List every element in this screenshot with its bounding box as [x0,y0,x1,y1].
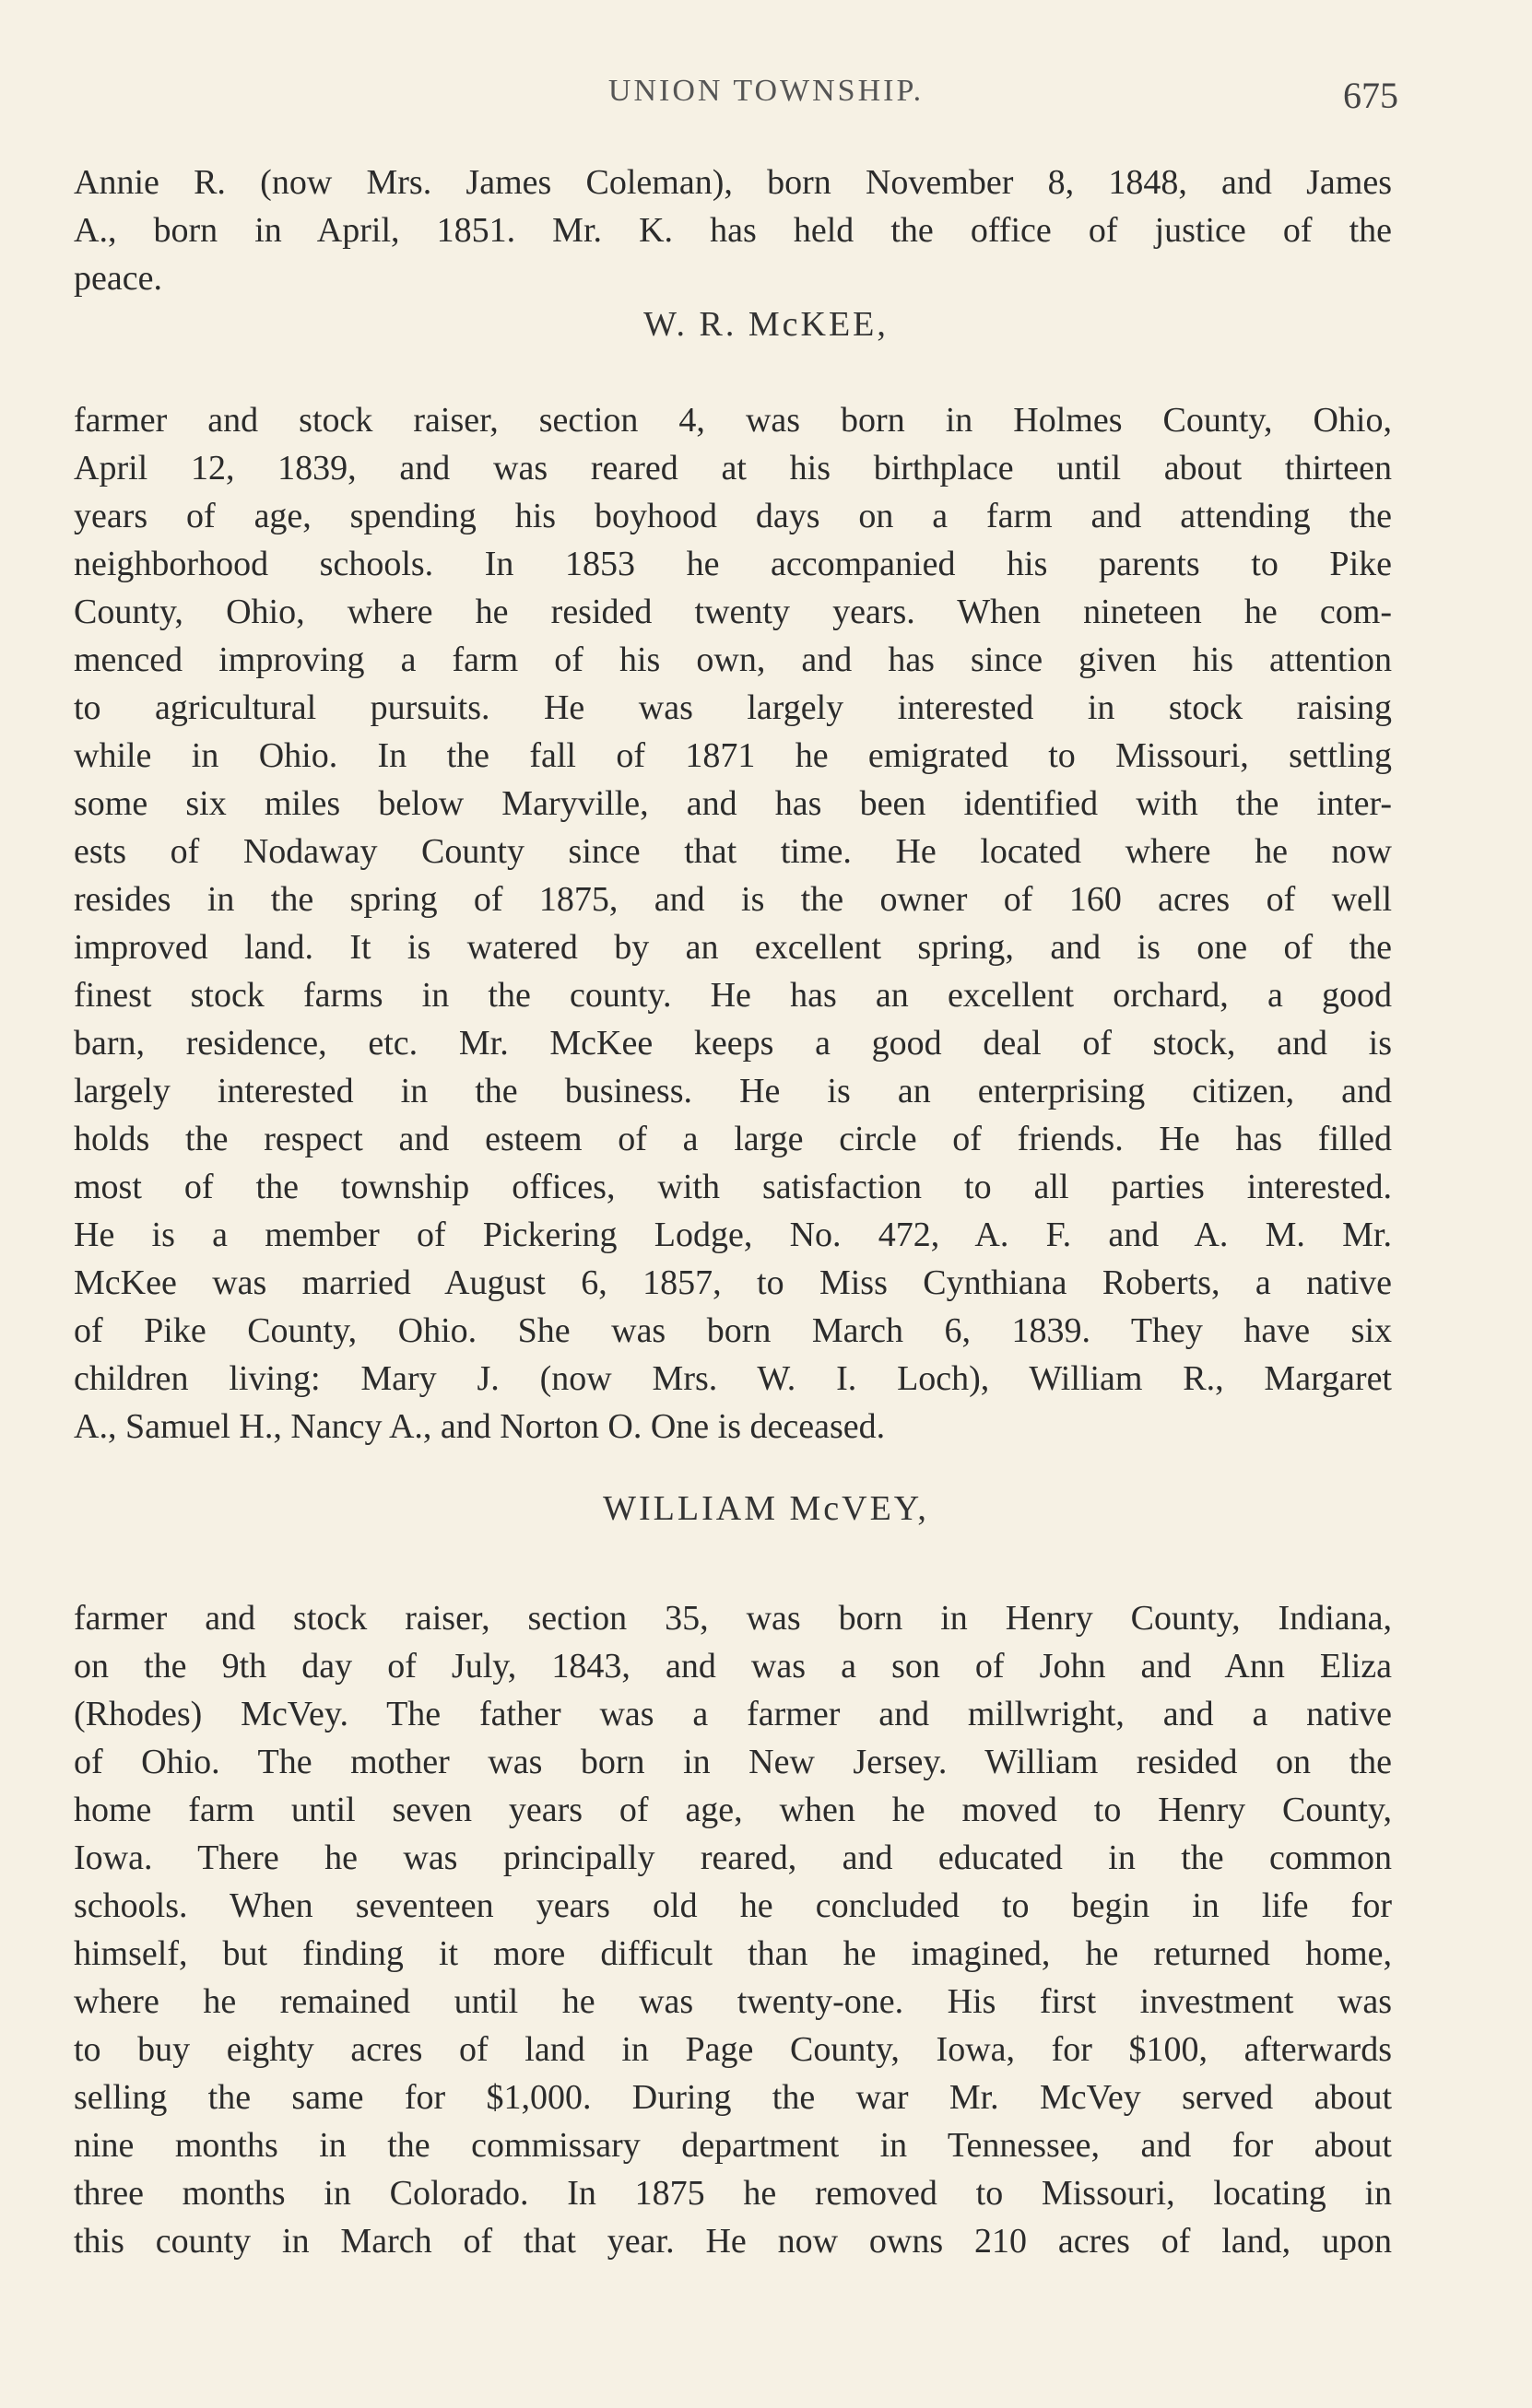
text-line: neighborhood schools. In 1853 he accompanied his parents to Pike [74,545,1392,583]
text-line: menced improving a farm of his own, and has since given his attention [74,640,1392,679]
text-line: while in Ohio. In the fall of 1871 he emigrated to Missouri, settling [74,736,1392,775]
text-line: schools. When seventeen years old he concluded to begin in life for [74,1886,1392,1925]
text-line: to agricultural pursuits. He was largely interested in stock raising [74,688,1392,727]
text-line: improved land. It is watered by an excellent spring, and is one of the [74,928,1392,967]
text-line: three months in Colorado. In 1875 he removed to Missouri, locating in [74,2174,1392,2213]
text-line: most of the township offices, with satisfaction to all parties interested. [74,1168,1392,1206]
text-line: largely interested in the business. He is an enterprising citizen, and [74,1072,1392,1110]
text-line: children living: Mary J. (now Mrs. W. I. Loch), William R., Margaret [74,1359,1392,1398]
biography-heading-mckee: W. R. McKEE, [643,305,889,344]
text-line: A., Samuel H., Nancy A., and Norton O. One is deceased. [74,1407,886,1446]
text-line: himself, but finding it more difficult than he imagined, he returned home, [74,1934,1392,1973]
text-line: ests of Nodaway County since that time. He located where he now [74,832,1392,871]
text-line: years of age, spending his boyhood days on a farm and attending the [74,497,1392,535]
text-line: this county in March of that year. He now owns 210 acres of land, upon [74,2222,1392,2261]
text-line: farmer and stock raiser, section 4, was born in Holmes County, Ohio, [74,401,1392,440]
text-line: nine months in the commissary department in Tennessee, and for about [74,2126,1392,2165]
intro-paragraph [74,159,1392,302]
text-line: Iowa. There he was principally reared, and educated in the common [74,1838,1392,1877]
text-line: some six miles below Maryville, and has been identified with the inter- [74,784,1392,823]
biography-mckee [74,396,1392,1451]
text-line: holds the respect and esteem of a large circle of friends. He has filled [74,1120,1392,1158]
text-line: finest stock farms in the county. He has an excellent orchard, a good [74,976,1392,1015]
text-line: peace. [74,259,162,298]
text-line: resides in the spring of 1875, and is the owner of 160 acres of well [74,880,1392,919]
biography-mcvey [74,1594,1392,2265]
text-line: on the 9th day of July, 1843, and was a son of John and Ann Eliza [74,1647,1392,1686]
text-line: of Pike County, Ohio. She was born March 6, 1839. They have six [74,1311,1392,1350]
text-line: where he remained until he was twenty-one. His first investment was [74,1982,1392,2021]
text-line: barn, residence, etc. Mr. McKee keeps a good deal of stock, and is [74,1024,1392,1063]
text-line: McKee was married August 6, 1857, to Miss Cynthiana Roberts, a native [74,1263,1392,1302]
biography-heading-mcvey: WILLIAM McVEY, [603,1489,929,1528]
page-number: 675 [1343,75,1398,116]
text-line: (Rhodes) McVey. The father was a farmer and millwright, and a native [74,1695,1392,1733]
running-header [0,74,1532,138]
text-line: of Ohio. The mother was born in New Jersey. William resided on the [74,1743,1392,1781]
text-line: April 12, 1839, and was reared at his birthplace until about thirteen [74,449,1392,487]
text-line: Annie R. (now Mrs. James Coleman), born November 8, 1848, and James [74,163,1392,202]
text-line: farmer and stock raiser, section 35, was born in Henry County, Indiana, [74,1599,1392,1638]
text-line: selling the same for $1,000. During the war Mr. McVey served about [74,2078,1392,2117]
text-line: He is a member of Pickering Lodge, No. 472, A. F. and A. M. Mr. [74,1216,1392,1254]
section-title: UNION TOWNSHIP. [607,74,925,108]
text-line: home farm until seven years of age, when he moved to Henry County, [74,1791,1392,1829]
text-line: County, Ohio, where he resided twenty years. When nineteen he com- [74,593,1392,631]
text-line: A., born in April, 1851. Mr. K. has held the office of justice of the [74,211,1392,250]
text-line: to buy eighty acres of land in Page County, Iowa, for $100, afterwards [74,2030,1392,2069]
